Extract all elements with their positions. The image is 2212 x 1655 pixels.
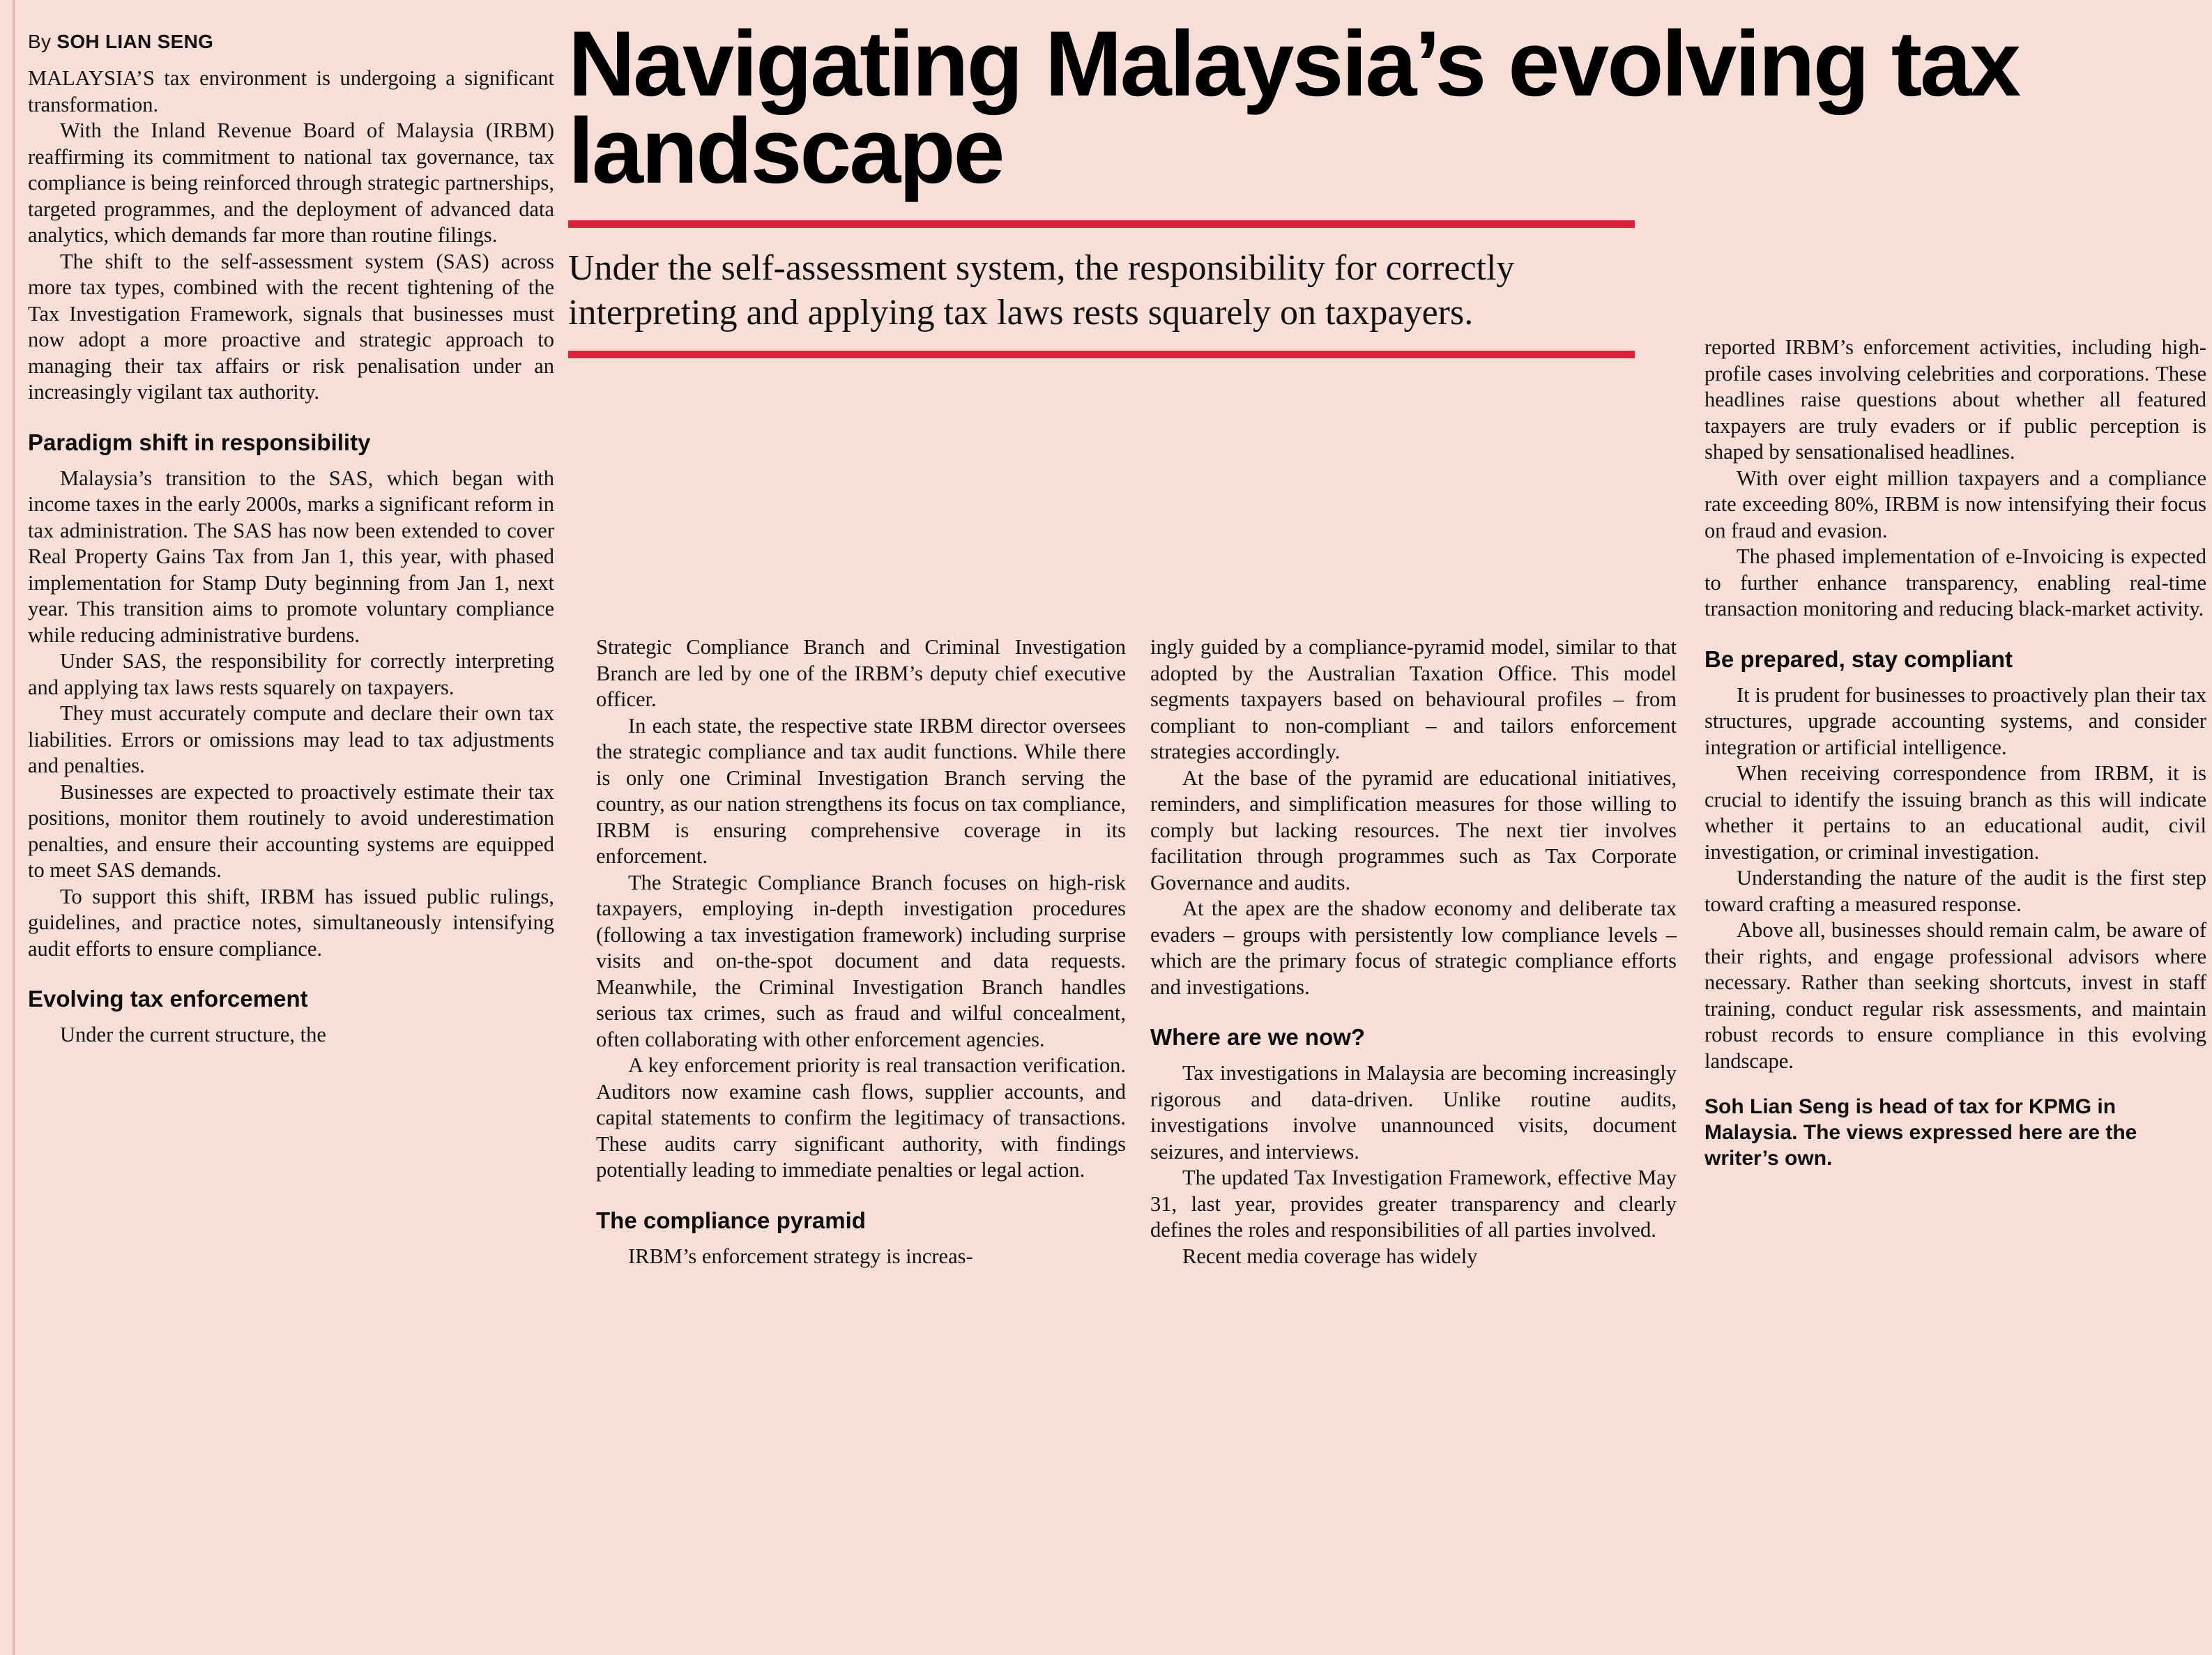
paragraph: Malaysia’s transition to the SAS, which began with income taxes in the early 2000s, marks a significant reform in tax administration. The SAS has now been extended to cover Real Property Gains Tax from Jan 1, this year, with phased implementation for Stamp Duty beginning from Jan 1, next year. This transition aims to promote voluntary compliance while reducing administrative burdens. [28,466,554,647]
section-heading-paradigm-shift: Paradigm shift in responsibility [28,429,371,455]
column-4 [1704,335,2206,1171]
byline [28,31,554,53]
paragraph: ingly guided by a compliance-pyramid model, similar to that adopted by the Australian Taxation Office. This model segments taxpayers based on behavioural profiles – from compliant to non-compliant – and tailors enforcement strategies accordingly. [1150,635,1677,763]
paragraph: With the Inland Revenue Board of Malaysia (IRBM) reaffirming its commitment to national tax governance, tax compliance is being reinforced through strategic partnerships, targeted programmes, and the deployment of advanced data analytics, which demands far more than routine filings. [28,119,554,247]
column-1 [28,31,554,1048]
left-edge-rule [13,0,15,1655]
section-heading-where-are-we-now: Where are we now? [1150,1024,1366,1050]
paragraph: Understanding the nature of the audit is the first step toward crafting a measured response. [1704,866,2206,916]
paragraph: Strategic Compliance Branch and Criminal Investigation Branch are led by one of the IRBM’s deputy chief executive officer. [596,635,1126,711]
paragraph: At the base of the pyramid are educational initiatives, reminders, and simplification measures for those willing to comply but lacking resources. The next tier involves facilitation through programmes such as Tax Corporate Governance and audits. [1150,765,1677,894]
page-title: Navigating Malaysia’s evolving tax landscape [568,13,2020,203]
paragraph: Businesses are expected to proactively estimate their tax positions, monitor them routinely to avoid underestimation penalties, and ensure their accounting systems are equipped to meet SAS demands. [28,779,554,882]
paragraph: A key enforcement priority is real transaction verification. Auditors now examine cash flows, supplier accounts, and capital statements to confirm the legitimacy of transactions. These audits carry significant authority, with findings potentially leading to immediate penalties or legal action. [596,1053,1126,1182]
paragraph: Under the current structure, the [60,1023,326,1046]
paragraph: The Strategic Compliance Branch focuses on high-risk taxpayers, employing in-depth investigation procedures (following a tax investigation framework) including surprise visits and on-the-spot document and data requests. Meanwhile, the Criminal Investigation Branch handles serious tax crimes, such as fraud and wilful concealment, often collaborating with other enforcement agencies. [596,870,1126,1051]
paragraph: Above all, businesses should remain calm, be aware of their rights, and engage professional advisors where necessary. Rather than seeking shortcuts, invest in staff training, conduct regular risk assessments, and maintain robust records to ensure compliance in this evolving landscape. [1704,918,2206,1073]
paragraph: MALAYSIA’S tax environment is undergoing a significant transformation. [28,66,554,116]
column-2 [596,634,1126,1269]
paragraph: In each state, the respective state IRBM director oversees the strategic compliance and tax audit functions. While there is only one Criminal Investigation Branch serving the country, as our nation strengthens its focus on tax compliance, IRBM is ensuring comprehensive coverage in its enforcement. [596,713,1126,868]
author-credit: Soh Lian Seng is head of tax for KPMG in Malaysia. The views expressed here are the writer’s own. [1704,1095,2137,1170]
paragraph: The updated Tax Investigation Framework, effective May 31, last year, provides greater transparency and clearly defines the roles and responsibilities of all parties involved. [1150,1166,1677,1242]
paragraph: Under SAS, the responsibility for correctly interpreting and applying tax laws rests squarely on taxpayers. [28,649,554,699]
paragraph: It is prudent for businesses to proactively plan their tax structures, upgrade accounting systems, and consider integration or artificial intelligence. [1704,682,2206,759]
paragraph: Recent media coverage has widely [1182,1244,1478,1268]
section-heading-compliance-pyramid: The compliance pyramid [596,1207,866,1233]
standfirst: Under the self-assessment system, the responsibility for correctly interpreting and applying tax laws rests squarely on taxpayers. [568,248,1515,333]
section-heading-be-prepared: Be prepared, stay compliant [1704,646,2013,672]
paragraph: IRBM’s enforcement strategy is increas- [628,1244,973,1268]
byline-prefix: By [28,31,52,52]
section-heading-evolving-enforcement: Evolving tax enforcement [28,986,308,1012]
paragraph: At the apex are the shadow economy and deliberate tax evaders – groups with persistently low compliance levels – which are the primary focus of strategic compliance efforts and investigations. [1150,897,1677,999]
byline-author: SOH LIAN SENG [56,31,214,52]
paragraph: With over eight million taxpayers and a compliance rate exceeding 80%, IRBM is now intensifying their focus on fraud and evasion. [1704,466,2206,542]
paragraph: Tax investigations in Malaysia are becoming increasingly rigorous and data-driven. Unlike routine audits, investigations involve unannounced visits, document seizures, and interviews. [1150,1061,1677,1164]
column-3 [1150,634,1677,1269]
paragraph: reported IRBM’s enforcement activities, including high-profile cases involving celebrities and corporations. These headlines raise questions about whether all featured taxpayers are truly evaders or if public perception is shaped by sensationalised headlines. [1704,335,2206,464]
paragraph: They must accurately compute and declare their own tax liabilities. Errors or omissions may lead to tax adjustments and penalties. [28,701,554,777]
paragraph: When receiving correspondence from IRBM, it is crucial to identify the issuing branch as this will indicate whether it pertains to an educational audit, civil investigation, or criminal investigation. [1704,761,2206,864]
paragraph: To support this shift, IRBM has issued public rulings, guidelines, and practice notes, simultaneously intensifying audit efforts to ensure compliance. [28,884,554,961]
paragraph: The shift to the self-assessment system (SAS) across more tax types, combined with the recent tightening of the Tax Investigation Framework, signals that businesses must now adopt a more proactive and strategic approach to managing their tax affairs or risk penalisation under an increasingly vigilant tax authority. [28,249,554,404]
paragraph: The phased implementation of e-Invoicing is expected to further enhance transparency, enabling real-time transaction monitoring and reducing black-market activity. [1704,544,2206,620]
